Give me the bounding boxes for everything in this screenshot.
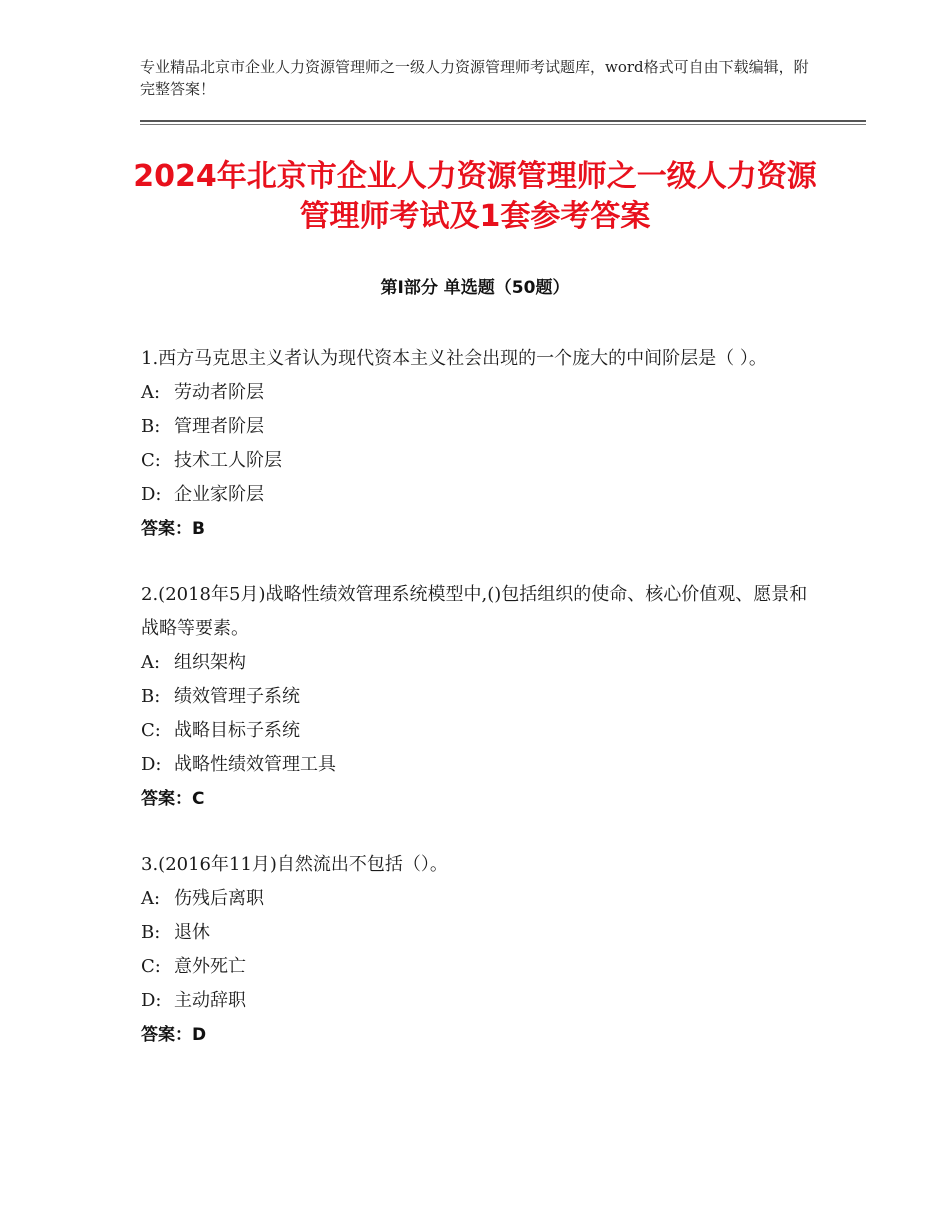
- option-text: 战略性绩效管理工具: [174, 754, 336, 775]
- option-letter: A:: [141, 382, 161, 403]
- option-letter: C:: [141, 450, 161, 471]
- option-letter: D:: [141, 990, 162, 1011]
- question-stem: 2.(2018年5月)战略性绩效管理系统模型中,()包括组织的使命、核心价值观、愿景和战略等要素。: [141, 584, 808, 639]
- option-text: 退休: [174, 922, 210, 943]
- option-d: [141, 748, 821, 782]
- question-stem: 3.(2016年11月)自然流出不包括（）。: [141, 854, 448, 875]
- option-d: [141, 984, 821, 1018]
- option-letter: A:: [141, 888, 161, 909]
- header-divider: [140, 120, 866, 126]
- option-text: 劳动者阶层: [174, 382, 264, 403]
- option-b: [141, 916, 821, 950]
- document-title: 2024年北京市企业人力资源管理师之一级人力资源管理师考试及1套参考答案: [133, 159, 817, 234]
- question-2: [141, 578, 821, 816]
- option-text: 意外死亡: [174, 956, 246, 977]
- option-letter: C:: [141, 720, 161, 741]
- option-letter: A:: [141, 652, 161, 673]
- answer-label: 答案：B: [141, 519, 205, 539]
- option-text: 企业家阶层: [174, 484, 264, 505]
- option-b: [141, 410, 821, 444]
- option-letter: B:: [141, 922, 161, 943]
- option-b: [141, 680, 821, 714]
- header-note: 专业精品北京市企业人力资源管理师之一级人力资源管理师考试题库，word格式可自由下载编辑，附完整答案！: [140, 58, 809, 98]
- option-letter: C:: [141, 956, 161, 977]
- option-text: 主动辞职: [174, 990, 246, 1011]
- question-1: [141, 342, 821, 546]
- option-a: [141, 882, 821, 916]
- option-text: 管理者阶层: [174, 416, 264, 437]
- option-a: [141, 376, 821, 410]
- option-text: 伤残后离职: [174, 888, 264, 909]
- answer-label: 答案：D: [141, 1025, 207, 1045]
- option-a: [141, 646, 821, 680]
- option-text: 组织架构: [174, 652, 246, 673]
- option-c: [141, 950, 821, 984]
- header-divider-thick: [140, 120, 866, 122]
- section-heading: 第I部分 单选题（50题）: [380, 278, 570, 298]
- option-letter: B:: [141, 686, 161, 707]
- question-3: [141, 848, 821, 1052]
- option-text: 绩效管理子系统: [174, 686, 300, 707]
- option-d: [141, 478, 821, 512]
- option-c: [141, 444, 821, 478]
- question-stem: 1.西方马克思主义者认为现代资本主义社会出现的一个庞大的中间阶层是（ ）。: [141, 348, 767, 369]
- header-divider-thin: [140, 124, 866, 125]
- option-letter: D:: [141, 754, 162, 775]
- option-text: 战略目标子系统: [174, 720, 300, 741]
- option-c: [141, 714, 821, 748]
- option-text: 技术工人阶层: [174, 450, 282, 471]
- question-list: [141, 342, 821, 1084]
- option-letter: D:: [141, 484, 162, 505]
- answer-label: 答案：C: [141, 789, 205, 809]
- option-letter: B:: [141, 416, 161, 437]
